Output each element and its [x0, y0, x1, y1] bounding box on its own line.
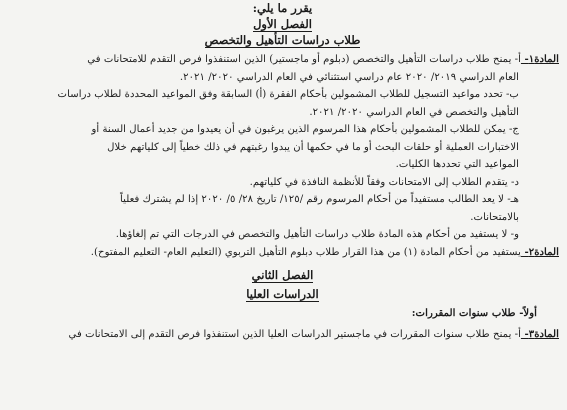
intro-heading: يقرر ما يلي:: [252, 1, 313, 15]
article1-line-11: و- لا يستفيد من أحكام هذه المادة طلاب دراسات التأهيل والتخصص في الدرجات التي تم إلغاؤها.: [115, 229, 519, 240]
article3-label: المادة٣-: [520, 327, 559, 340]
article1-line-10: بالامتحانات.: [470, 211, 519, 223]
article1-line-8: د- يتقدم الطلاب إلى الامتحانات وفقاً للأنظمة النافذة في كلياتهم.: [249, 176, 519, 188]
article2-label: المادة٢-: [520, 245, 559, 258]
chapter2-title: الفصل الثاني: [251, 268, 314, 282]
article2-line: المادة٢- يستفيد من أحكام المادة (١) من هذا القرار طلاب دبلوم التأهيل التربوي (التعليم العام- التعليم المفتوح).: [90, 245, 559, 258]
article1-line-1: المادة١- أ- يمنح طلاب دراسات التأهيل والتخصص (دبلوم أو ماجستير) الذين استنفذوا فرص التقدم للامتحانات في: [87, 53, 559, 65]
article1-line-7: المواعيد التي تحددها الكليات.: [395, 159, 519, 170]
article1-line-6: الاختبارات العملية أو حلقات البحث أو ما في حكمها أن يبدوا رغبتهم في ذلك خطياً إلى كلياتهم خلال: [107, 141, 519, 153]
chapter1-title: الفصل الأول: [253, 17, 312, 31]
chapter2-subtitle: الدراسات العليا: [246, 287, 319, 301]
article3-line: المادة٣- أ- يمنح طلاب سنوات المقررات في ماجستير الدراسات العليا الذين استنفذوا فرص التقدم إلى الامتحانات في: [68, 327, 559, 340]
article1-line-9: هـ- لا يعد الطالب مستفيداً من أحكام المرسوم رقم /١٢٥/ تاريخ ٢٨/ ٥/ ٢٠٢٠ إذا لم يشترك فعلياً: [120, 194, 519, 205]
article1-line-5: ج- يمكن للطلاب المشمولين بأحكام هذا المرسوم الذين يرغبون في أن يعيدوا من جديد أعمال السنة أو: [91, 124, 519, 135]
article1-line-3: ب- تحدد مواعيد التسجيل للطلاب المشمولين بأحكام الفقرة (أ) السابقة وفق المواعيد المحددة لطلاب دراسات: [57, 89, 519, 100]
article1-label: المادة١-: [520, 53, 559, 65]
chapter2-section: أولاً- طلاب سنوات المقررات:: [411, 307, 537, 319]
article1-line-2: العام الدراسي ٢٠١٩/ ٢٠٢٠ عام دراسي استثنائي في العام الدراسي ٢٠٢٠/ ٢٠٢١.: [179, 71, 519, 83]
article1-line-4: التأهيل والتخصص في العام الدراسي ٢٠٢٠/ ٢٠٢١.: [309, 106, 519, 118]
chapter1-subtitle: طلاب دراسات التأهيل والتخصص: [204, 33, 361, 47]
